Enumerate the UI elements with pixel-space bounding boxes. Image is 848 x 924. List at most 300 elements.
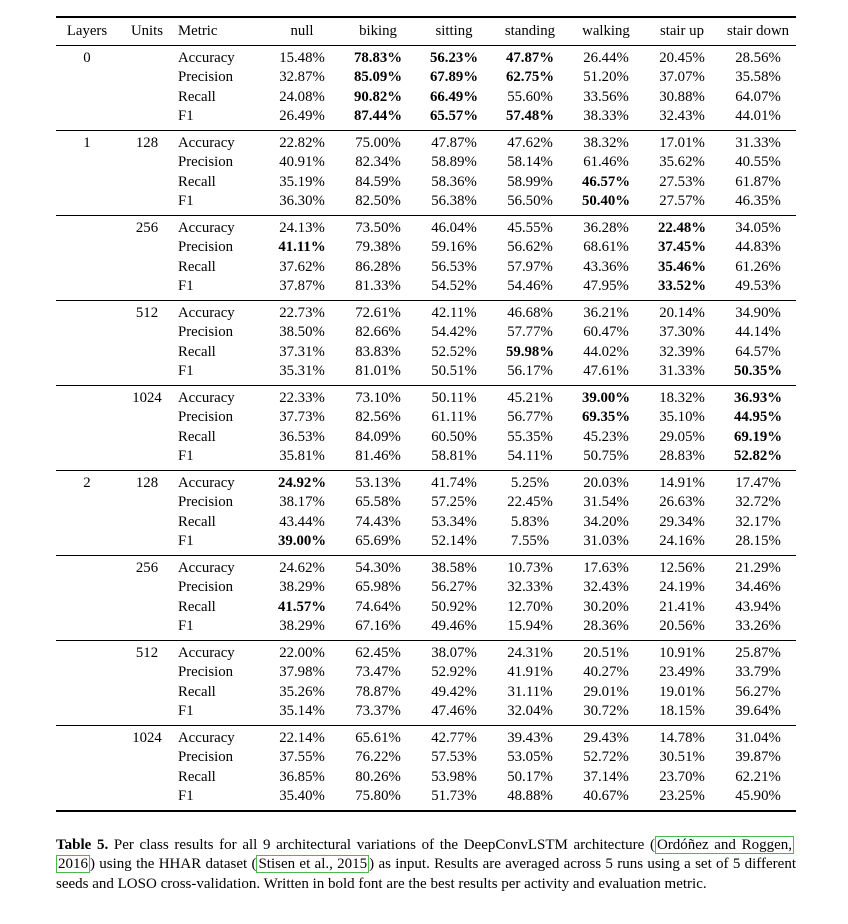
- value-cell: 35.40%: [264, 787, 340, 811]
- value-cell: 36.21%: [568, 300, 644, 323]
- value-cell: 46.35%: [735, 193, 781, 209]
- value-cell: 62.45%: [340, 640, 416, 663]
- units-cell: 1024: [118, 385, 176, 408]
- value-cell: 58.14%: [507, 154, 553, 170]
- value-cell: 5.25%: [492, 470, 568, 493]
- column-header: standing: [492, 17, 568, 45]
- value-cell: 12.70%: [507, 598, 553, 615]
- value-cell: 29.01%: [583, 683, 629, 700]
- value-cell: 41.91%: [507, 664, 553, 680]
- metric-cell: Recall: [178, 683, 216, 700]
- value-cell: 55.35%: [507, 428, 553, 445]
- value-cell: 64.57%: [735, 343, 781, 360]
- value-cell: 67.89%: [429, 69, 479, 85]
- value-cell: 22.00%: [264, 640, 340, 663]
- value-cell: 20.45%: [644, 45, 720, 68]
- metric-cell: F1: [178, 533, 194, 549]
- value-cell: 85.09%: [353, 69, 403, 85]
- units-cell: [118, 408, 176, 428]
- value-cell: 32.04%: [507, 703, 553, 719]
- value-cell: 40.67%: [568, 787, 644, 811]
- column-header: sitting: [416, 17, 492, 45]
- units-cell: 256: [118, 215, 176, 238]
- table-row: [56, 598, 796, 618]
- value-cell: 28.15%: [735, 533, 781, 549]
- layers-cell: [56, 343, 118, 363]
- table-row: [56, 555, 796, 578]
- value-cell: 23.49%: [659, 664, 705, 680]
- value-cell: 65.69%: [355, 533, 401, 549]
- metric-cell: Precision: [178, 664, 234, 680]
- units-cell: [118, 447, 176, 470]
- value-cell: 57.48%: [505, 108, 555, 124]
- metric-cell: Accuracy: [176, 470, 264, 493]
- units-cell: [118, 45, 176, 68]
- value-cell: 50.75%: [583, 448, 629, 464]
- caption-label: Table 5.: [56, 836, 109, 853]
- metric-cell: Recall: [178, 428, 216, 445]
- table-row: [56, 323, 796, 343]
- units-cell: 256: [118, 555, 176, 578]
- metric-cell: Accuracy: [176, 130, 264, 153]
- units-cell: [118, 617, 176, 640]
- table-row: [56, 192, 796, 215]
- table-row: [56, 725, 796, 748]
- units-cell: [118, 153, 176, 173]
- metric-cell: Precision: [178, 409, 234, 425]
- value-cell: 59.98%: [505, 343, 555, 360]
- value-cell: 47.46%: [431, 703, 477, 719]
- layers-cell: [56, 725, 118, 748]
- value-cell: 73.37%: [355, 703, 401, 719]
- value-cell: 33.26%: [735, 618, 781, 634]
- value-cell: 69.19%: [733, 428, 783, 445]
- value-cell: 41.74%: [416, 470, 492, 493]
- value-cell: 45.55%: [492, 215, 568, 238]
- value-cell: 53.13%: [340, 470, 416, 493]
- value-cell: 42.77%: [416, 725, 492, 748]
- value-cell: 37.07%: [659, 69, 705, 85]
- layers-cell: [56, 493, 118, 513]
- units-cell: [118, 787, 176, 811]
- table-row: [56, 640, 796, 663]
- value-cell: 24.13%: [264, 215, 340, 238]
- layers-cell: 0: [56, 45, 118, 68]
- value-cell: 54.42%: [431, 324, 477, 340]
- metric-cell: F1: [178, 108, 194, 124]
- value-cell: 61.26%: [735, 258, 781, 275]
- metric-cell: F1: [178, 703, 194, 719]
- value-cell: 23.25%: [644, 787, 720, 811]
- value-cell: 42.11%: [416, 300, 492, 323]
- value-cell: 62.75%: [505, 69, 555, 85]
- value-cell: 37.30%: [659, 324, 705, 340]
- value-cell: 22.48%: [644, 215, 720, 238]
- layers-cell: [56, 192, 118, 215]
- value-cell: 38.29%: [279, 618, 325, 634]
- value-cell: 38.07%: [416, 640, 492, 663]
- value-cell: 31.04%: [720, 725, 796, 748]
- metric-cell: Precision: [178, 239, 234, 255]
- value-cell: 26.44%: [568, 45, 644, 68]
- value-cell: 52.92%: [431, 664, 477, 680]
- value-cell: 74.43%: [355, 513, 401, 530]
- value-cell: 24.08%: [279, 88, 325, 105]
- value-cell: 54.46%: [507, 278, 553, 294]
- value-cell: 64.07%: [735, 88, 781, 105]
- value-cell: 46.04%: [416, 215, 492, 238]
- units-cell: [118, 493, 176, 513]
- value-cell: 15.48%: [264, 45, 340, 68]
- table-row: [56, 173, 796, 193]
- value-cell: 56.38%: [431, 193, 477, 209]
- layers-cell: [56, 748, 118, 768]
- value-cell: 39.00%: [277, 533, 327, 549]
- value-cell: 81.33%: [355, 278, 401, 294]
- value-cell: 21.41%: [659, 598, 705, 615]
- value-cell: 39.43%: [492, 725, 568, 748]
- value-cell: 17.01%: [644, 130, 720, 153]
- value-cell: 17.63%: [568, 555, 644, 578]
- metric-cell: Recall: [178, 173, 216, 190]
- value-cell: 52.14%: [431, 533, 477, 549]
- value-cell: 27.53%: [659, 173, 705, 190]
- units-cell: 512: [118, 300, 176, 323]
- layers-cell: [56, 428, 118, 448]
- layers-cell: [56, 153, 118, 173]
- units-cell: [118, 513, 176, 533]
- value-cell: 19.01%: [659, 683, 705, 700]
- value-cell: 57.53%: [431, 749, 477, 765]
- table-row: [56, 107, 796, 130]
- value-cell: 34.05%: [720, 215, 796, 238]
- metric-cell: F1: [176, 787, 264, 811]
- value-cell: 45.21%: [492, 385, 568, 408]
- citation-link[interactable]: Ordóñez and Roggen, 2016: [58, 836, 793, 872]
- value-cell: 87.44%: [353, 108, 403, 124]
- value-cell: 31.11%: [507, 683, 553, 700]
- value-cell: 53.34%: [431, 513, 477, 530]
- value-cell: 52.72%: [583, 749, 629, 765]
- value-cell: 40.55%: [735, 154, 781, 170]
- value-cell: 44.01%: [735, 108, 781, 124]
- value-cell: 37.45%: [657, 239, 707, 255]
- value-cell: 26.49%: [279, 108, 325, 124]
- value-cell: 52.82%: [733, 448, 783, 464]
- table-row: [56, 130, 796, 153]
- value-cell: 65.58%: [355, 494, 401, 510]
- value-cell: 28.56%: [720, 45, 796, 68]
- value-cell: 39.00%: [568, 385, 644, 408]
- value-cell: 41.11%: [278, 239, 326, 255]
- results-table: [56, 16, 796, 812]
- column-header: null: [264, 17, 340, 45]
- caption-text: ) using the HHAR dataset (: [90, 856, 257, 872]
- value-cell: 27.57%: [659, 193, 705, 209]
- units-cell: [118, 532, 176, 555]
- value-cell: 28.83%: [659, 448, 705, 464]
- value-cell: 80.26%: [355, 768, 401, 785]
- value-cell: 56.27%: [431, 579, 477, 595]
- value-cell: 54.11%: [507, 448, 553, 464]
- value-cell: 82.56%: [355, 409, 401, 425]
- units-cell: 128: [118, 130, 176, 153]
- metric-cell: Recall: [178, 343, 216, 360]
- table-row: [56, 343, 796, 363]
- table-row: [56, 68, 796, 88]
- value-cell: 81.01%: [355, 363, 401, 379]
- units-cell: [118, 768, 176, 788]
- value-cell: 41.57%: [277, 598, 327, 615]
- value-cell: 29.34%: [659, 513, 705, 530]
- value-cell: 34.20%: [583, 513, 629, 530]
- value-cell: 22.45%: [507, 494, 553, 510]
- value-cell: 66.49%: [429, 88, 479, 105]
- column-header: Units: [118, 17, 176, 45]
- value-cell: 17.47%: [720, 470, 796, 493]
- metric-cell: Precision: [178, 579, 234, 595]
- value-cell: 50.17%: [507, 768, 553, 785]
- units-cell: [118, 578, 176, 598]
- value-cell: 24.31%: [492, 640, 568, 663]
- value-cell: 73.10%: [340, 385, 416, 408]
- value-cell: 61.87%: [735, 173, 781, 190]
- value-cell: 29.05%: [659, 428, 705, 445]
- value-cell: 78.87%: [355, 683, 401, 700]
- table-row: [56, 385, 796, 408]
- value-cell: 32.43%: [659, 108, 705, 124]
- value-cell: 36.85%: [279, 768, 325, 785]
- units-cell: [118, 68, 176, 88]
- value-cell: 46.68%: [492, 300, 568, 323]
- metric-cell: Accuracy: [176, 555, 264, 578]
- layers-cell: [56, 362, 118, 385]
- layers-cell: [56, 578, 118, 598]
- value-cell: 58.36%: [431, 173, 477, 190]
- layers-cell: [56, 513, 118, 533]
- value-cell: 49.46%: [431, 618, 477, 634]
- table-row: [56, 153, 796, 173]
- value-cell: 73.47%: [355, 664, 401, 680]
- layers-cell: [56, 408, 118, 428]
- metric-cell: Recall: [178, 513, 216, 530]
- value-cell: 22.73%: [264, 300, 340, 323]
- caption-text: Per class results for all 9 architectural variations of the DeepConvLSTM architecture (: [108, 836, 655, 853]
- units-cell: [118, 748, 176, 768]
- value-cell: 39.87%: [735, 749, 781, 765]
- caption-text: ) as input. Results are averaged across 5 runs using a set of 5 different seeds and LOSO cross-validation. Written in bold font are the best results per activity and evaluation metric.: [56, 856, 797, 892]
- value-cell: 57.25%: [431, 494, 477, 510]
- value-cell: 82.50%: [355, 193, 401, 209]
- value-cell: 73.50%: [340, 215, 416, 238]
- value-cell: 35.46%: [657, 258, 707, 275]
- value-cell: 28.36%: [583, 618, 629, 634]
- value-cell: 60.50%: [431, 428, 477, 445]
- value-cell: 55.60%: [507, 88, 553, 105]
- layers-cell: [56, 107, 118, 130]
- value-cell: 38.58%: [416, 555, 492, 578]
- layers-cell: [56, 532, 118, 555]
- metric-cell: Precision: [178, 749, 234, 765]
- value-cell: 44.14%: [735, 324, 781, 340]
- layers-cell: [56, 555, 118, 578]
- value-cell: 62.21%: [735, 768, 781, 785]
- value-cell: 26.63%: [659, 494, 705, 510]
- units-cell: [118, 362, 176, 385]
- value-cell: 45.90%: [720, 787, 796, 811]
- table-row: [56, 617, 796, 640]
- units-cell: [118, 277, 176, 300]
- value-cell: 84.59%: [355, 173, 401, 190]
- value-cell: 35.31%: [279, 363, 325, 379]
- value-cell: 58.81%: [431, 448, 477, 464]
- table-row: [56, 428, 796, 448]
- citation-link[interactable]: Stisen et al., 2015: [258, 856, 368, 872]
- metric-cell: F1: [178, 363, 194, 379]
- value-cell: 45.23%: [583, 428, 629, 445]
- value-cell: 44.95%: [733, 409, 783, 425]
- layers-cell: [56, 215, 118, 238]
- value-cell: 56.50%: [507, 193, 553, 209]
- value-cell: 24.62%: [264, 555, 340, 578]
- value-cell: 10.91%: [644, 640, 720, 663]
- value-cell: 18.32%: [644, 385, 720, 408]
- value-cell: 37.87%: [279, 278, 325, 294]
- metric-cell: Recall: [178, 258, 216, 275]
- value-cell: 32.39%: [659, 343, 705, 360]
- metric-cell: F1: [178, 193, 194, 209]
- value-cell: 46.57%: [581, 173, 631, 190]
- value-cell: 44.83%: [735, 239, 781, 255]
- table-row: [56, 702, 796, 725]
- value-cell: 36.53%: [279, 428, 325, 445]
- metric-cell: Accuracy: [176, 215, 264, 238]
- units-cell: 1024: [118, 725, 176, 748]
- value-cell: 34.90%: [720, 300, 796, 323]
- value-cell: 51.20%: [583, 69, 629, 85]
- units-cell: 512: [118, 640, 176, 663]
- table-row: [56, 258, 796, 278]
- value-cell: 37.73%: [279, 409, 325, 425]
- table-header-row: [56, 17, 796, 45]
- value-cell: 82.34%: [355, 154, 401, 170]
- value-cell: 33.79%: [735, 664, 781, 680]
- value-cell: 43.94%: [735, 598, 781, 615]
- units-cell: 128: [118, 470, 176, 493]
- value-cell: 56.62%: [507, 239, 553, 255]
- table-row: [56, 362, 796, 385]
- table-row: [56, 787, 796, 811]
- value-cell: 47.87%: [492, 45, 568, 68]
- value-cell: 12.56%: [644, 555, 720, 578]
- value-cell: 69.35%: [581, 409, 631, 425]
- table-row: [56, 768, 796, 788]
- table-row: [56, 300, 796, 323]
- value-cell: 47.62%: [492, 130, 568, 153]
- value-cell: 39.64%: [735, 703, 781, 719]
- metric-cell: Recall: [178, 768, 216, 785]
- value-cell: 36.30%: [279, 193, 325, 209]
- value-cell: 34.46%: [735, 579, 781, 595]
- value-cell: 30.88%: [659, 88, 705, 105]
- value-cell: 20.03%: [568, 470, 644, 493]
- metric-cell: Precision: [178, 324, 234, 340]
- layers-cell: [56, 617, 118, 640]
- value-cell: 50.35%: [733, 363, 783, 379]
- value-cell: 31.03%: [583, 533, 629, 549]
- value-cell: 50.40%: [581, 193, 631, 209]
- value-cell: 53.98%: [431, 768, 477, 785]
- layers-cell: [56, 88, 118, 108]
- units-cell: [118, 192, 176, 215]
- value-cell: 14.91%: [644, 470, 720, 493]
- value-cell: 32.17%: [735, 513, 781, 530]
- value-cell: 50.51%: [431, 363, 477, 379]
- value-cell: 38.32%: [568, 130, 644, 153]
- value-cell: 30.72%: [583, 703, 629, 719]
- table-row: [56, 663, 796, 683]
- metric-cell: F1: [178, 448, 194, 464]
- value-cell: 31.33%: [720, 130, 796, 153]
- value-cell: 22.82%: [264, 130, 340, 153]
- units-cell: [118, 683, 176, 703]
- value-cell: 36.28%: [568, 215, 644, 238]
- value-cell: 32.33%: [507, 579, 553, 595]
- table-row: [56, 470, 796, 493]
- value-cell: 32.72%: [735, 494, 781, 510]
- value-cell: 43.44%: [279, 513, 325, 530]
- units-cell: [118, 107, 176, 130]
- value-cell: 40.27%: [583, 664, 629, 680]
- value-cell: 37.55%: [279, 749, 325, 765]
- layers-cell: [56, 598, 118, 618]
- value-cell: 78.83%: [340, 45, 416, 68]
- value-cell: 57.77%: [507, 324, 553, 340]
- units-cell: [118, 343, 176, 363]
- value-cell: 58.99%: [507, 173, 553, 190]
- units-cell: [118, 598, 176, 618]
- metric-cell: Recall: [178, 598, 216, 615]
- value-cell: 33.52%: [657, 278, 707, 294]
- value-cell: 56.53%: [431, 258, 477, 275]
- metric-cell: Accuracy: [176, 725, 264, 748]
- value-cell: 18.15%: [659, 703, 705, 719]
- value-cell: 43.36%: [583, 258, 629, 275]
- value-cell: 29.43%: [568, 725, 644, 748]
- value-cell: 53.05%: [507, 749, 553, 765]
- value-cell: 7.55%: [510, 533, 550, 549]
- value-cell: 15.94%: [507, 618, 553, 634]
- value-cell: 35.62%: [659, 154, 705, 170]
- table-row: [56, 215, 796, 238]
- value-cell: 67.16%: [355, 618, 401, 634]
- value-cell: 65.61%: [340, 725, 416, 748]
- table-row: [56, 277, 796, 300]
- value-cell: 47.87%: [416, 130, 492, 153]
- value-cell: 38.50%: [279, 324, 325, 340]
- layers-cell: [56, 277, 118, 300]
- units-cell: [118, 702, 176, 725]
- metric-cell: Precision: [178, 69, 234, 85]
- value-cell: 33.56%: [583, 88, 629, 105]
- column-header: biking: [340, 17, 416, 45]
- units-cell: [118, 173, 176, 193]
- layers-cell: [56, 323, 118, 343]
- value-cell: 56.27%: [735, 683, 781, 700]
- value-cell: 75.80%: [340, 787, 416, 811]
- layers-cell: [56, 787, 118, 811]
- units-cell: [118, 323, 176, 343]
